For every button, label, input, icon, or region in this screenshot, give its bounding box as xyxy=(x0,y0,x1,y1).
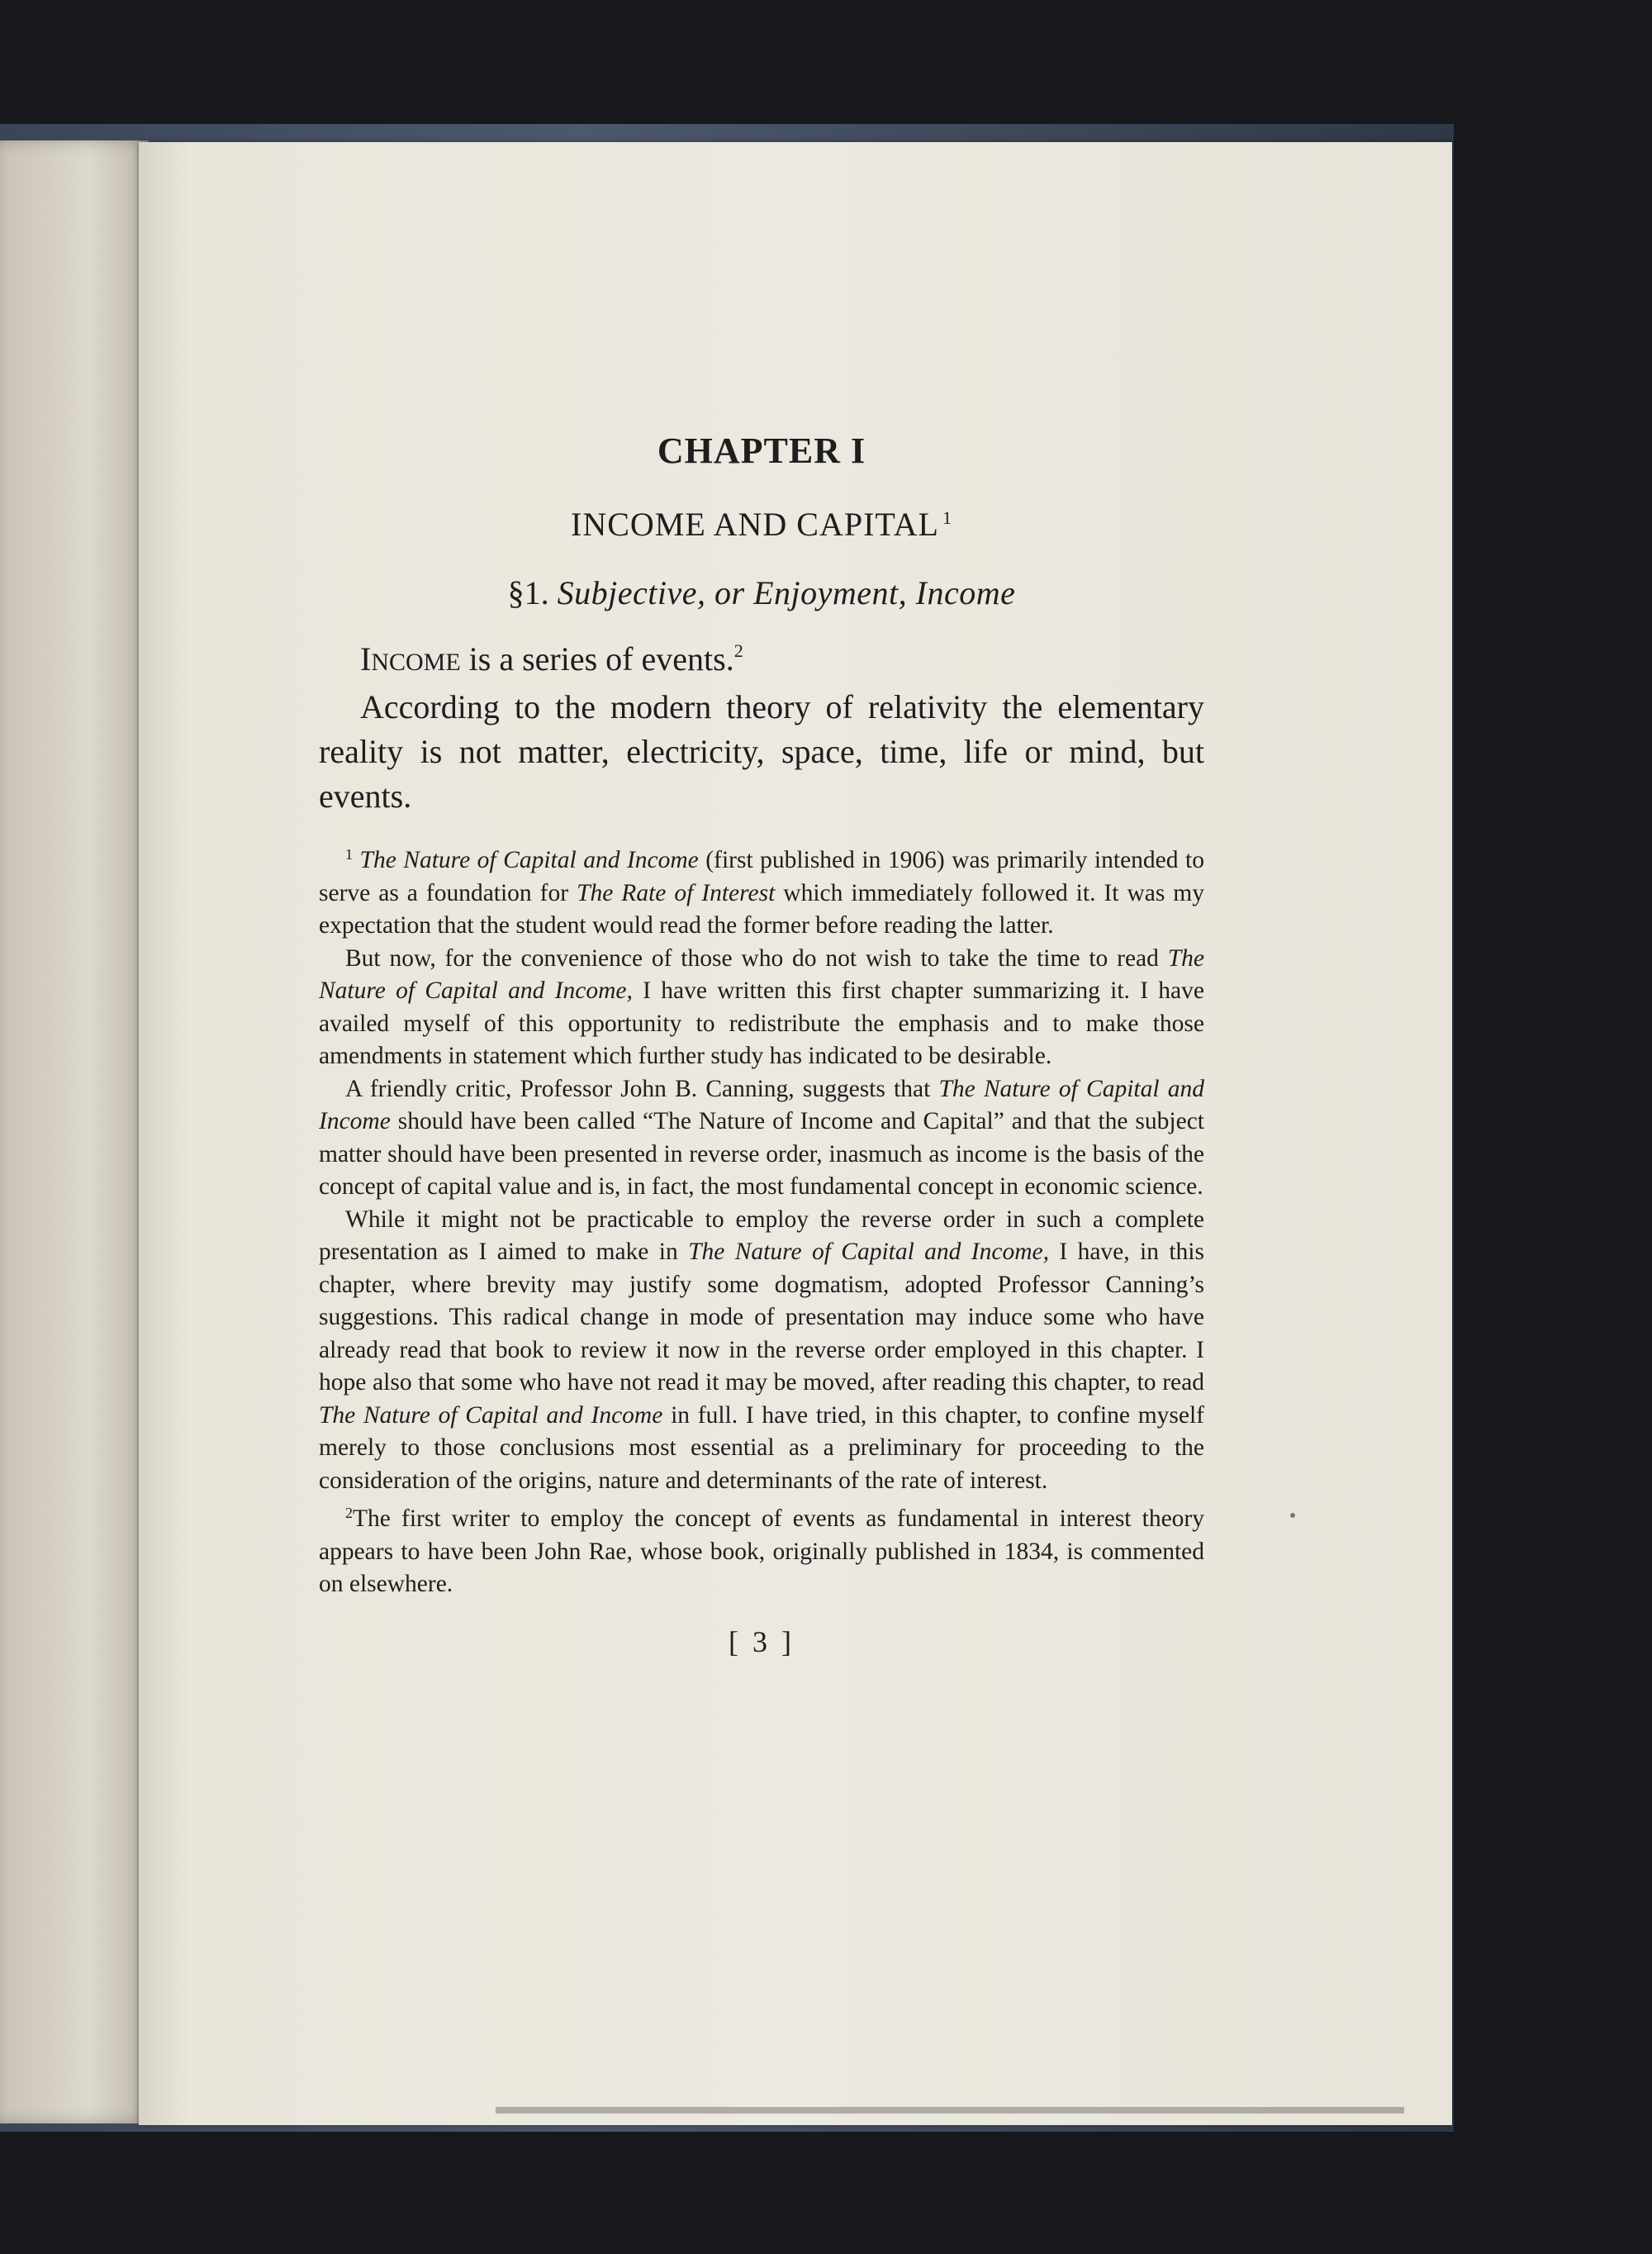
paragraph-2: According to the modern theory of relativity the elementary reality is not matter, electricity, space, time, life or mind, but events. xyxy=(319,688,1204,815)
paper-speck xyxy=(1290,1513,1295,1518)
footnote-1-paragraph-2: But now, for the convenience of those who do not wish to take the time to read The Nature of Capital and Income, I have written this first chapter summarizing it. I have availed myself of this opportunity to redistribute the emphasis and to make those amendments in statement which further study has indicated to be desirable. xyxy=(319,944,1204,1069)
footnote-1-paragraph-4: While it might not be practicable to employ the reverse order in such a complete presentation as I aimed to make in The Nature of Capital and Income, I have, in this chapter, where brevity may justify some dogmatism, adopted Professor Canning’s suggestions. This radical change in mode of presentation may induce some who have already read that book to review it now in the reverse order employed in this chapter. I hope also that some who have not read it may be moved, after reading this chapter, to read The Nature of Capital and Income in full. I have tried, in this chapter, to confine myself merely to those conclusions most essential as a preliminary for proceeding to the consideration of the origins, nature and determinants of the rate of interest. xyxy=(319,1205,1204,1494)
footnote-1-paragraph-3: A friendly critic, Professor John B. Canning, suggests that The Nature of Capital and Income should have been called “The Nature of Income and Capital” and that the subject matter should have been presented in reverse order, inasmuch as income is the basis of the concept of capital value and is, in fact, the most fundamental concept in economic science. xyxy=(319,1075,1204,1200)
footnote-1: $^1$ The Nature of Capital and Income (first published in 1906) was primarily intended to serve as a foundation for The Rate of Interest which immediately followed it. It was my expectation that the student would read the former before reading the latter. xyxy=(319,846,1204,939)
paragraph-1: INCOME is a series of events.$^2$ xyxy=(360,640,743,678)
chapter-title: INCOME AND CAPITAL $^1$ xyxy=(571,506,952,543)
footnote-2: $^2$The first writer to employ the concept of events as fundamental in interest theory appears to have been John Rae, whose book, originally published in 1834, is commented on elsewhere. xyxy=(319,1505,1204,1597)
page-bottom-shadow xyxy=(496,2107,1404,2114)
section-title: Subjective, or Enjoyment, Income xyxy=(557,574,1016,611)
section-heading: §1. Subjective, or Enjoyment, Income xyxy=(507,574,1016,611)
footnote-ref-1: 1 xyxy=(942,507,952,528)
chapter-heading: CHAPTER I xyxy=(657,430,866,471)
page-text xyxy=(319,430,1204,1689)
left-page-edge xyxy=(0,140,149,2123)
page-number: [ 3 ] xyxy=(729,1624,795,1658)
footnote-ref-2: 2 xyxy=(733,640,743,661)
